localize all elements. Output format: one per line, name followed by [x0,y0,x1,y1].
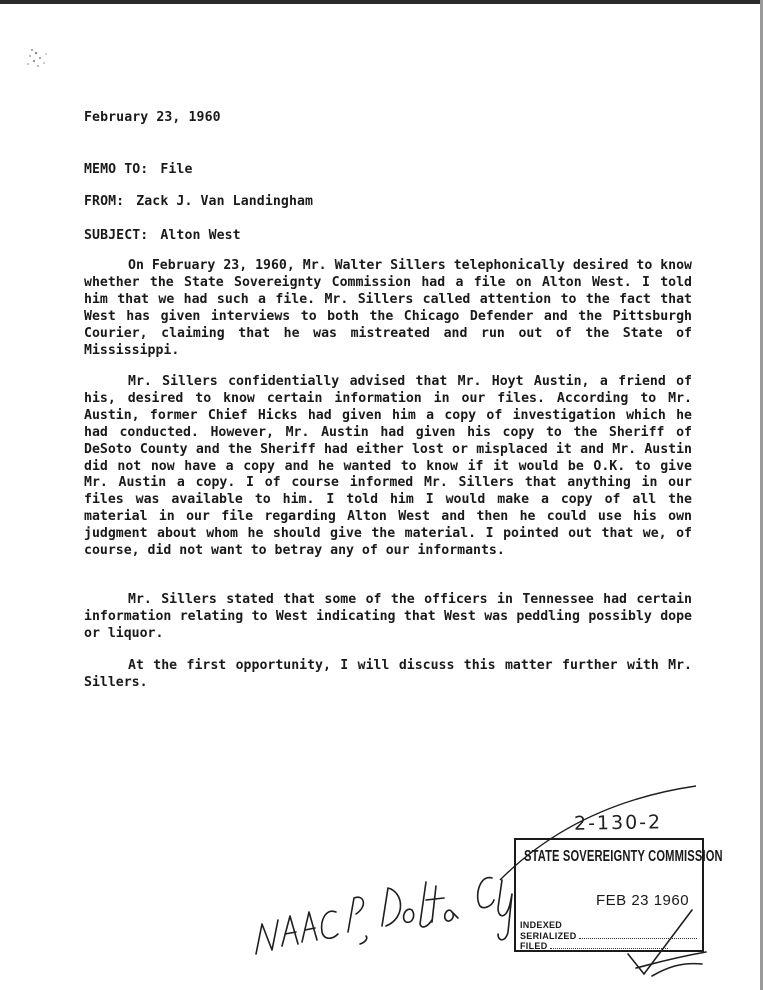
memo-paragraph: Mr. Sillers confidentially advised that Mr. Hoyt Austin, a friend of his, desired to know certain information in our files. According to Mr. Austin, former Chief Hicks had given him a copy of investigation which he had conducted. However, Mr. Austin had given his copy to the Sheriff of DeSoto County and the Sheriff had either lost or misplaced it and Mr. Austin did not now have a copy and he wanted to know if it would be O.K. to give Mr. Austin a copy. I of course informed Mr. Sillers that anything in our files was available to him. I told him I would make a copy of all the material in our file regarding Alton West and then he could use his own judgment about whom he should give the material. I pointed out that we, of course, did not want to betray any of our informants. [84,374,692,559]
memo-to-label: MEMO TO: [84,162,149,177]
stamp-title: STATE SOVEREIGNTY COMMISSION [524,848,723,865]
memo-from-value: Zack J. Van Landingham [136,194,314,209]
file-number: 2-130-2 [573,811,663,835]
memo-subject-label: SUBJECT: [84,228,149,243]
handwritten-note [236,846,536,966]
stamp-filed-label: FILED [520,941,548,951]
memo-from-label: FROM: [84,194,125,209]
memo-paragraph: On February 23, 1960, Mr. Walter Sillers telephonically desired to know whether the State Sovereignty Commission had a file on Alton West. I told him that we had such a file. Mr. Sillers called attention to the fact that West has given interviews to both the Chicago Defender and the Pittsburgh Courier, claiming that he was mistreated and run out of the State of Mississippi. [84,258,692,358]
memo-date: February 23, 1960 [84,110,221,125]
stamp-indexed [520,920,562,930]
memo-to-value: File [160,162,193,177]
stamp-date: FEB 23 1960 [596,892,690,909]
memo-paragraph: At the first opportunity, I will discuss this matter further with Mr. Sillers. [84,658,692,690]
stamp-serialized-label: SERIALIZED [520,931,577,941]
stamp-indexed-label: INDEXED [520,920,563,930]
memo-from-line [84,194,313,209]
memo-subject-line [84,228,241,243]
memo-paragraph: Mr. Sillers stated that some of the officers in Tennessee had certain information relating to West indicating that West was peddling possibly dope or liquor. [84,592,692,641]
memo-subject-value: Alton West [160,228,241,243]
scan-smudge [22,44,56,70]
handwritten-check-mark [622,904,712,984]
scan-edge-top [0,0,763,4]
memo-to-line [84,162,193,177]
